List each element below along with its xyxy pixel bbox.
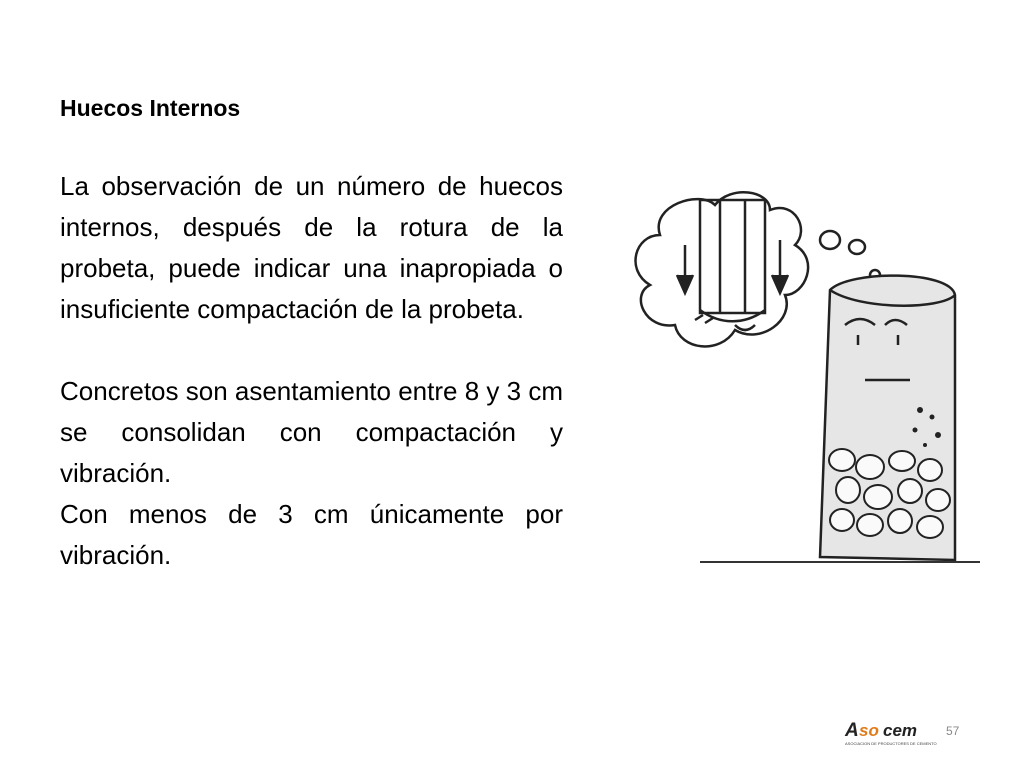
thought-bubbles (820, 231, 880, 280)
slide-title: Huecos Internos (60, 95, 241, 121)
paragraph-spacer (60, 330, 563, 371)
paragraph-asentamiento: Concretos son asentamiento entre 8 y 3 cm se consolidan con compactación y vibración. (60, 376, 563, 488)
svg-text:so: so (859, 721, 879, 740)
asocem-logo (843, 718, 943, 748)
svg-text:ASOCIACION DE PRODUCTORES DE C: ASOCIACION DE PRODUCTORES DE CEMENTO (845, 741, 937, 746)
slide-content (60, 90, 563, 576)
svg-text:A: A (845, 720, 859, 741)
page-number: 57 (946, 724, 960, 738)
broken-specimen-drawing (677, 200, 788, 330)
paragraph-huecos: La observación de un número de huecos internos, después de la rotura de la probeta, puede indicar una inapropiada o insuficiente compactación de la probeta. (60, 171, 563, 324)
svg-text:cem: cem (883, 721, 918, 740)
aggregate-stones (829, 449, 950, 538)
cylinder-thinking-illustration (620, 185, 990, 575)
thought-cloud (636, 192, 809, 346)
paragraph-vibracion: Con menos de 3 cm únicamente por vibración. (60, 499, 563, 570)
